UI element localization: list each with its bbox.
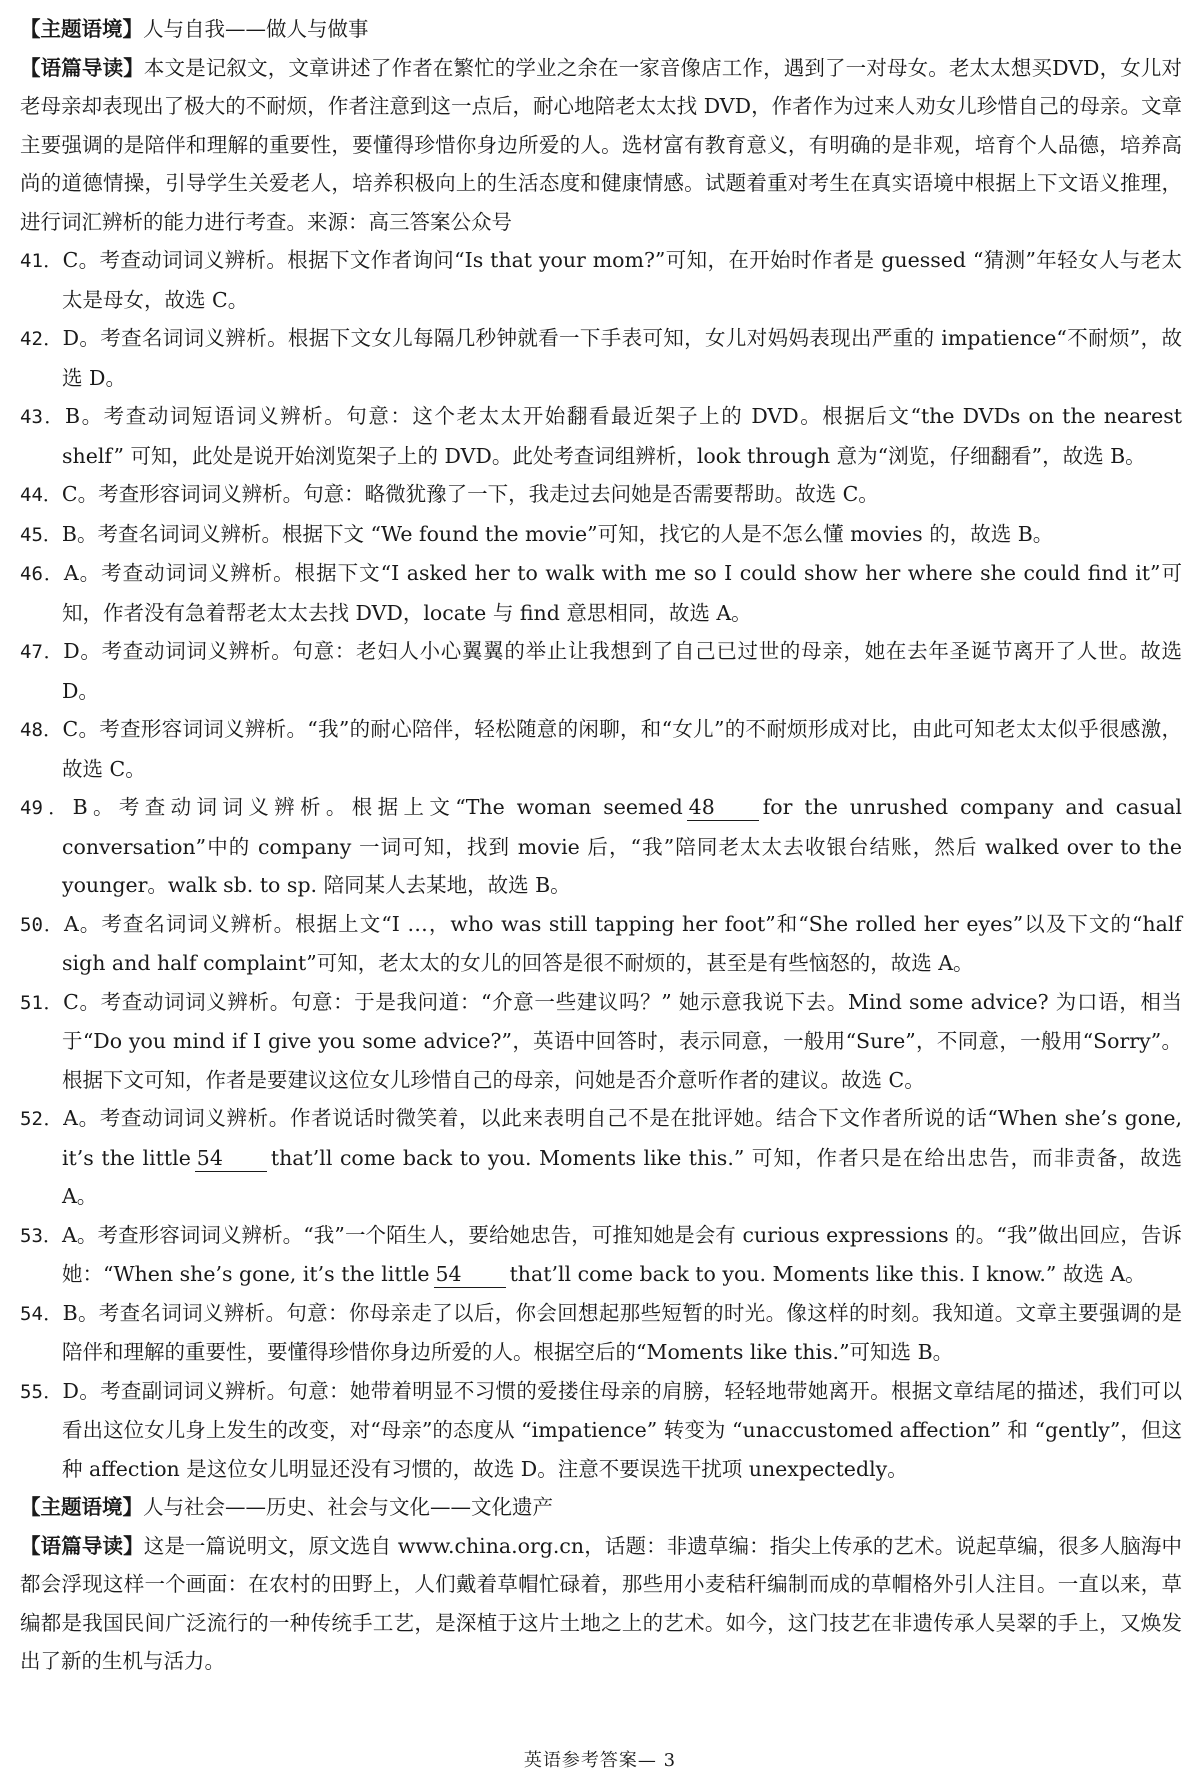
- theme-text: 人与自我——做人与做事: [143, 17, 369, 41]
- answer-number: 50．: [20, 913, 64, 936]
- guide-text: 这是一篇说明文，原文选自 www.china.org.cn，话题：非遗草编：指尖上传承的艺术。说起草编，很多人脑海中都会浮现这样一个画面：在农村的田野上，人们戴着草帽忙碌着，那些用小麦秸秆编制而成的草帽格外引人注目。一直以来，草编都是我国民间广泛流行的一种传统手工艺，是深植于这片土地之上的艺术。如今，这门技艺在非遗传承人吴翠的手上，又焕发出了新的生机与活力。: [20, 1533, 1182, 1673]
- answer-text: B。考查动词词义辨析。根据上文“The woman seemed: [72, 795, 683, 819]
- answer-number: 53．: [20, 1224, 63, 1247]
- answer-text: B。考查名词词义辨析。句意：你母亲走了以后，你会回想起那些短暂的时光。像这样的时刻。我知道。文章主要强调的是陪伴和理解的重要性，要懂得珍惜你身边所爱的人。根据空后的“Moments like this.”可知选 B。: [62, 1300, 1182, 1364]
- guide-text: 本文是记叙文，文章讲述了作者在繁忙的学业之余在一家音像店工作，遇到了一对母女。老太太想买DVD，女儿对老母亲却表现出了极大的不耐烦，作者注意到这一点后，耐心地陪老太太找 DVD，作者作为过来人劝女儿珍惜自己的母亲。文章主要强调的是陪伴和理解的重要性，要懂得珍惜你身边所爱的人。选材富有教育意义，有明确的是非观，培育个人品德，培养高尚的道德情操，引导学生关爱老人，培养积极向上的生活态度和健康情感。试题着重对考生在真实语境中根据上下文语义推理，进行词汇辨析的能力进行考查。来源：高三答案公众号: [20, 55, 1182, 234]
- answer-text: B。考查名词词义辨析。根据下文 “We found the movie”可知，找它的人是不怎么懂 movies 的，故选 B。: [61, 521, 1054, 546]
- answer-text: A。考查动词词义辨析。根据下文“I asked her to walk with me so I could show her where she could find it”可知，作者没有急着帮老太太去找 DVD，locate 与 find 意思相同，故选 A。: [62, 561, 1182, 625]
- answer-number: 43．: [20, 406, 65, 428]
- answer-49: [20, 788, 1182, 905]
- theme-context-1: [20, 10, 1182, 49]
- answer-text: C。考查形容词词义辨析。“我”的耐心陪伴，轻松随意的闲聊，和“女儿”的不耐烦形成对比，由此可知老太太似乎很感激，故选 C。: [62, 717, 1182, 781]
- answer-number: 42．: [20, 328, 63, 350]
- answer-52: [20, 1099, 1182, 1216]
- blank-number: 54: [195, 1145, 267, 1172]
- answer-number: 45．: [20, 523, 62, 546]
- answer-number: 49．: [20, 797, 73, 819]
- answer-number: 44．: [20, 484, 62, 506]
- passage-guide-1: [20, 49, 1182, 242]
- answer-number: 55．: [20, 1380, 63, 1403]
- answer-41: [20, 241, 1182, 319]
- answer-number: 52．: [20, 1108, 64, 1130]
- answer-46: [20, 554, 1182, 632]
- blank-number: 48: [687, 794, 759, 821]
- blank-number: 54: [434, 1261, 506, 1288]
- passage-guide-2: [20, 1527, 1182, 1681]
- answer-51: [20, 983, 1182, 1100]
- answer-text-cont: for the unrushed company and casual conversation”中的 company 一词可知，找到 movie 后，“我”陪同老太太去收银台结账，然后 walked over to the younger。walk sb. to sp. 陪同某人去某地，故选 B。: [62, 795, 1182, 897]
- answer-44: [20, 475, 1182, 515]
- answer-50: [20, 905, 1182, 983]
- answer-number: 51．: [20, 991, 64, 1014]
- answer-48: [20, 710, 1182, 788]
- answer-text-cont: that’ll come back to you. Moments like this.” 可知，作者只是在给出忠告，而非责备，故选 A。: [62, 1145, 1182, 1208]
- guide-tag: 【语篇导读】: [20, 1533, 144, 1558]
- answer-number: 47．: [20, 641, 64, 663]
- theme-tag: 【主题语境】: [20, 17, 143, 41]
- answer-text: C。考查动词词义辨析。句意：于是我问道：“介意一些建议吗？” 她示意我说下去。Mind some advice? 为口语，相当于“Do you mind if I give you some advice?”，英语中回答时，表示同意，一般用“Sure”，不同意，一般用“Sorry”。根据下文可知，作者是要建议这位女儿珍惜自己的母亲，问她是否介意听作者的建议。故选 C。: [62, 989, 1182, 1092]
- answer-text-cont: that’ll come back to you. Moments like this. I know.” 故选 A。: [509, 1262, 1146, 1286]
- answer-text: D。考查名词词义辨析。根据下文女儿每隔几秒钟就看一下手表可知，女儿对妈妈表现出严重的 impatience“不耐烦”，故选 D。: [62, 326, 1182, 390]
- answer-text: D。考查副词词义辨析。句意：她带着明显不习惯的爱搂住母亲的肩膀，轻轻地带她离开。根据文章结尾的描述，我们可以看出这位女儿身上发生的改变，对“母亲”的态度从 “impatience” 转变为 “unaccustomed affection” 和 “gently”，但这种 affection 是这位女儿明显还没有习惯的，故选 D。注意不要误选干扰项 unexpectedly。: [62, 1378, 1182, 1481]
- answer-key-page: [20, 10, 1182, 1681]
- theme-tag: 【主题语境】: [20, 1495, 143, 1519]
- answer-number: 54．: [20, 1302, 63, 1325]
- answer-45: [20, 515, 1182, 555]
- answer-text: C。考查动词词义辨析。根据下文作者询问“Is that your mom?”可知，在开始时作者是 guessed “猜测”年轻女人与老太太是母女，故选 C。: [62, 248, 1182, 312]
- answer-text: A。考查动词词义辨析。作者说话时微笑着，以此来表明自己不是在批评她。结合下文作者所说的话“When she’s gone, it’s the little: [62, 1106, 1182, 1170]
- answer-text: A。考查名词词义辨析。根据上文“I …，who was still tapping her foot”和“She rolled her eyes”以及下文的“half sigh and half complaint”可知，老太太的女儿的回答是很不耐烦的，甚至是有些恼怒的，故选 A。: [62, 911, 1182, 975]
- answer-42: [20, 319, 1182, 397]
- answer-text: B。考查动词短语词义辨析。句意：这个老太太开始翻看最近架子上的 DVD。根据后文“the DVDs on the nearest shelf” 可知，此处是说开始浏览架子上的 DVD。此处考查词组辨析，look through 意为“浏览，仔细翻看”，故选 B。: [62, 404, 1182, 468]
- page-footer: 英语参考答案— 3: [523, 1750, 677, 1771]
- answer-text: C。考查形容词词义辨析。句意：略微犹豫了一下，我走过去问她是否需要帮助。故选 C。: [61, 482, 879, 506]
- guide-tag: 【语篇导读】: [20, 55, 144, 80]
- answer-55: [20, 1372, 1182, 1489]
- theme-context-2: [20, 1488, 1182, 1527]
- answer-53: [20, 1216, 1182, 1294]
- answer-number: 46．: [20, 563, 64, 585]
- answer-43: [20, 397, 1182, 475]
- theme-text: 人与社会——历史、社会与文化——文化遗产: [143, 1495, 553, 1519]
- answer-47: [20, 632, 1182, 710]
- answer-54: [20, 1294, 1182, 1372]
- answer-text: A。考查形容词词义辨析。“我”一个陌生人，要给她忠告，可推知她是会有 curious expressions 的。“我”做出回应，告诉她：“When she’s gone, it’s the little: [62, 1222, 1182, 1286]
- answer-number: 48．: [20, 719, 63, 741]
- answer-number: 41．: [20, 250, 63, 272]
- answer-text: D。考查动词词义辨析。句意：老妇人小心翼翼的举止让我想到了自己已过世的母亲，她在去年圣诞节离开了人世。故选 D。: [62, 639, 1182, 703]
